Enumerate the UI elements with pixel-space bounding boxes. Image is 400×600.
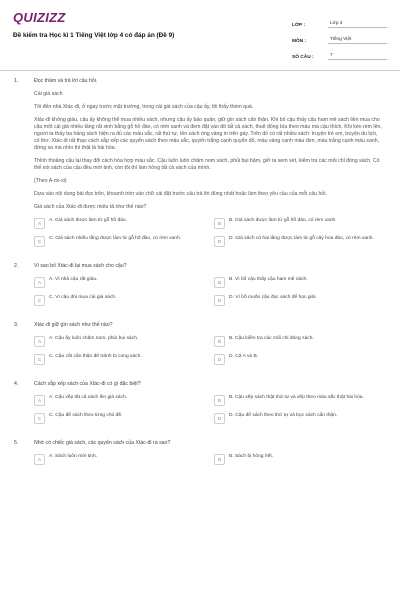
meta-value: Tiếng Việt <box>328 37 387 44</box>
question-number: 5. <box>14 440 19 446</box>
choice-b[interactable] <box>214 453 394 467</box>
choice-letter: C <box>34 236 45 247</box>
question-number: 4. <box>14 381 19 387</box>
choice-text: C. Vì cậu đòi mua cái giá sách. <box>49 295 117 300</box>
choice-letter: C <box>34 354 45 365</box>
choice-letter: D <box>214 413 225 424</box>
worksheet-header <box>0 0 400 62</box>
choice-letter: A <box>34 277 45 288</box>
question-1 <box>0 78 400 253</box>
choice-text: B. Cậu xếp sách thật thứ tự và xếp theo màu sắc thật hài hòa. <box>229 395 364 400</box>
choice-b[interactable] <box>214 394 394 408</box>
choice-c[interactable] <box>34 235 214 249</box>
choice-a[interactable] <box>34 335 214 349</box>
choice-letter: D <box>214 295 225 306</box>
passage-paragraph: Tôi đến nhà Xtác-đi, ở ngay trước mặt trường, trong cái giá sách của cậu ấy, tôi thấy thèm quá. <box>34 104 254 110</box>
choice-text: D. Vì bố muốn cậu đọc sách để học giỏi. <box>229 295 317 300</box>
passage-title: Cái giá sách <box>34 91 63 97</box>
choice-letter: C <box>34 413 45 424</box>
choice-c[interactable] <box>34 412 214 426</box>
question-4 <box>0 381 400 430</box>
question-number: 2. <box>14 263 19 269</box>
choice-letter: A <box>34 454 45 465</box>
choice-a[interactable] <box>34 276 214 290</box>
choice-text: B. Sách bị hỏng hết. <box>229 454 274 459</box>
passage-paragraph: Thỉnh thoảng cậu lại thay đổi cách hòa hợp màu sắc. Cậu luôn luôn chăm nom sách, phủi bụi bặm, giở ra xem xét, kiểm tra các mối chỉ đóng sách. Có thể nói sách của cậu đều mới tinh, còn tôi thì làm hỏng tất cả sách của mình. <box>34 158 380 171</box>
choice-b[interactable] <box>214 217 394 231</box>
choice-group <box>34 453 384 471</box>
choice-d[interactable] <box>214 294 394 308</box>
choice-text: A. Cậu xếp tất cả sách lên giá sách. <box>49 395 128 400</box>
quizizz-logo: QUIZIZZ <box>13 10 66 25</box>
meta-value: 7 <box>328 53 387 60</box>
choice-text: C. Cậu để sách theo từng chủ đề. <box>49 413 123 418</box>
choice-text: D. Cậu để sách theo thứ tự và bọc sách cẩn thận. <box>229 413 338 418</box>
question-number: 1. <box>14 78 19 84</box>
choice-a[interactable] <box>34 394 214 408</box>
meta-row-count <box>292 44 387 60</box>
choice-b[interactable] <box>214 276 394 290</box>
choice-letter: A <box>34 395 45 406</box>
choice-d[interactable] <box>214 353 394 367</box>
question-3 <box>0 322 400 371</box>
choice-d[interactable] <box>214 412 394 426</box>
passage-source: (Theo A-mi-xi) <box>34 178 67 184</box>
question-list <box>0 74 400 471</box>
choice-group <box>34 335 384 371</box>
choice-a[interactable] <box>34 217 214 231</box>
choice-group <box>34 394 384 430</box>
question-text: Cách sắp xếp sách của Xtác-đi có gì đặc biệt? <box>34 381 141 387</box>
choice-letter: C <box>34 295 45 306</box>
choice-group <box>34 217 384 253</box>
page-title: Đề kiểm tra Học kì 1 Tiếng Việt lớp 4 có đáp án (Đề 9) <box>13 32 175 39</box>
choice-letter: B <box>214 277 225 288</box>
choice-letter: D <box>214 354 225 365</box>
meta-value: Lớp 4 <box>328 21 387 28</box>
choice-text: B. Cậu kiểm tra các mối chỉ đóng sách. <box>229 336 314 341</box>
choice-letter: A <box>34 218 45 229</box>
choice-d[interactable] <box>214 235 394 249</box>
meta-panel <box>292 12 387 60</box>
choice-letter: B <box>214 218 225 229</box>
meta-label: LỚP : <box>292 23 306 28</box>
choice-c[interactable] <box>34 353 214 367</box>
choice-text: A. Giá sách được làm từ gỗ hồ đào. <box>49 218 127 223</box>
meta-label: MÔN : <box>292 39 307 44</box>
question-prompt: Giá sách của Xtác-đi được miêu tả như thế nào? <box>34 204 147 210</box>
meta-label: SỐ CÂU : <box>292 55 314 60</box>
question-text: Vì sao bố Xtác-đi lại mua sách cho cậu? <box>34 263 127 269</box>
question-text: Xtác-đi giữ gìn sách như thế nào? <box>34 322 113 328</box>
choice-text: B. Giá sách được làm từ gỗ hồ đào, có rèm xanh. <box>229 218 337 223</box>
choice-c[interactable] <box>34 294 214 308</box>
choice-text: D. Cả A và B. <box>229 354 259 359</box>
passage-paragraph: Xtác-đi không giàu, cậu ấy không thể mua nhiều sách, nhưng cậu ấy bảo quản, giữ gìn sách cẩn thận. Khi bố cậu thấy cậu ham mê sách liền mua cho cậu một cái giá nhiều tầng rất xinh bằng gỗ hồ đào, có rèm xanh và đem đặt vào đó tất cả sách, thuê đóng bìa theo màu mà cậu thích. Khi kéo rèm lên, người ta thấy ba hàng sách hiện ra đủ các màu sắc, rất thứ tự, tên sách óng vàng in trên gáy. Trên đó có rất nhiều sách: truyện trẻ em, truyện du lịch, có thơ. Xtác-đi rất thạo cách sắp xếp các quyển sách theo màu sắc, quyển trắng cạnh quyển đỏ, màu vàng cạnh màu đen, màu trắng cạnh màu xanh, đứng xa mà nhìn thì thật là hài hòa. <box>34 117 382 151</box>
question-5 <box>0 440 400 471</box>
choice-letter: D <box>214 236 225 247</box>
choice-text: A. Vì nhà cậu rất giàu. <box>49 277 98 282</box>
header-divider <box>0 70 400 71</box>
meta-row-class <box>292 12 387 28</box>
choice-group <box>34 276 384 312</box>
choice-text: C. Giá sách nhiều tầng được làm từ gỗ hồ đào, có rèm xanh. <box>49 236 182 241</box>
choice-text: D. Giá sách có hai tầng được làm từ gỗ cây hoa đào, có rèm xanh. <box>229 236 374 241</box>
question-number: 3. <box>14 322 19 328</box>
choice-letter: B <box>214 395 225 406</box>
question-text: Đọc thầm và trả lời câu hỏi. <box>34 78 98 84</box>
choice-text: B. Vì bố cậu thấy cậu ham mê sách. <box>229 277 308 282</box>
choice-text: C. Cậu cất cẩn thận để tránh bị cong sách. <box>49 354 142 359</box>
meta-row-subject <box>292 28 387 44</box>
instruction-text: Dựa vào nội dung bài đọc trên, khoanh tròn vào chữ cái đặt trước câu trả lời đúng nhất hoặc làm theo yêu cầu của mỗi câu hỏi. <box>34 191 327 197</box>
question-2 <box>0 263 400 312</box>
choice-letter: B <box>214 336 225 347</box>
choice-letter: A <box>34 336 45 347</box>
choice-letter: B <box>214 454 225 465</box>
choice-b[interactable] <box>214 335 394 349</box>
question-text: Nhờ có chiếc giá sách, các quyển sách của Xtác-đi ra sao? <box>34 440 171 446</box>
choice-text: A. Sách luôn mới tinh. <box>49 454 98 459</box>
choice-a[interactable] <box>34 453 214 467</box>
choice-text: A. Cậu ấy luôn chăm nom, phủi bụi sách. <box>49 336 139 341</box>
